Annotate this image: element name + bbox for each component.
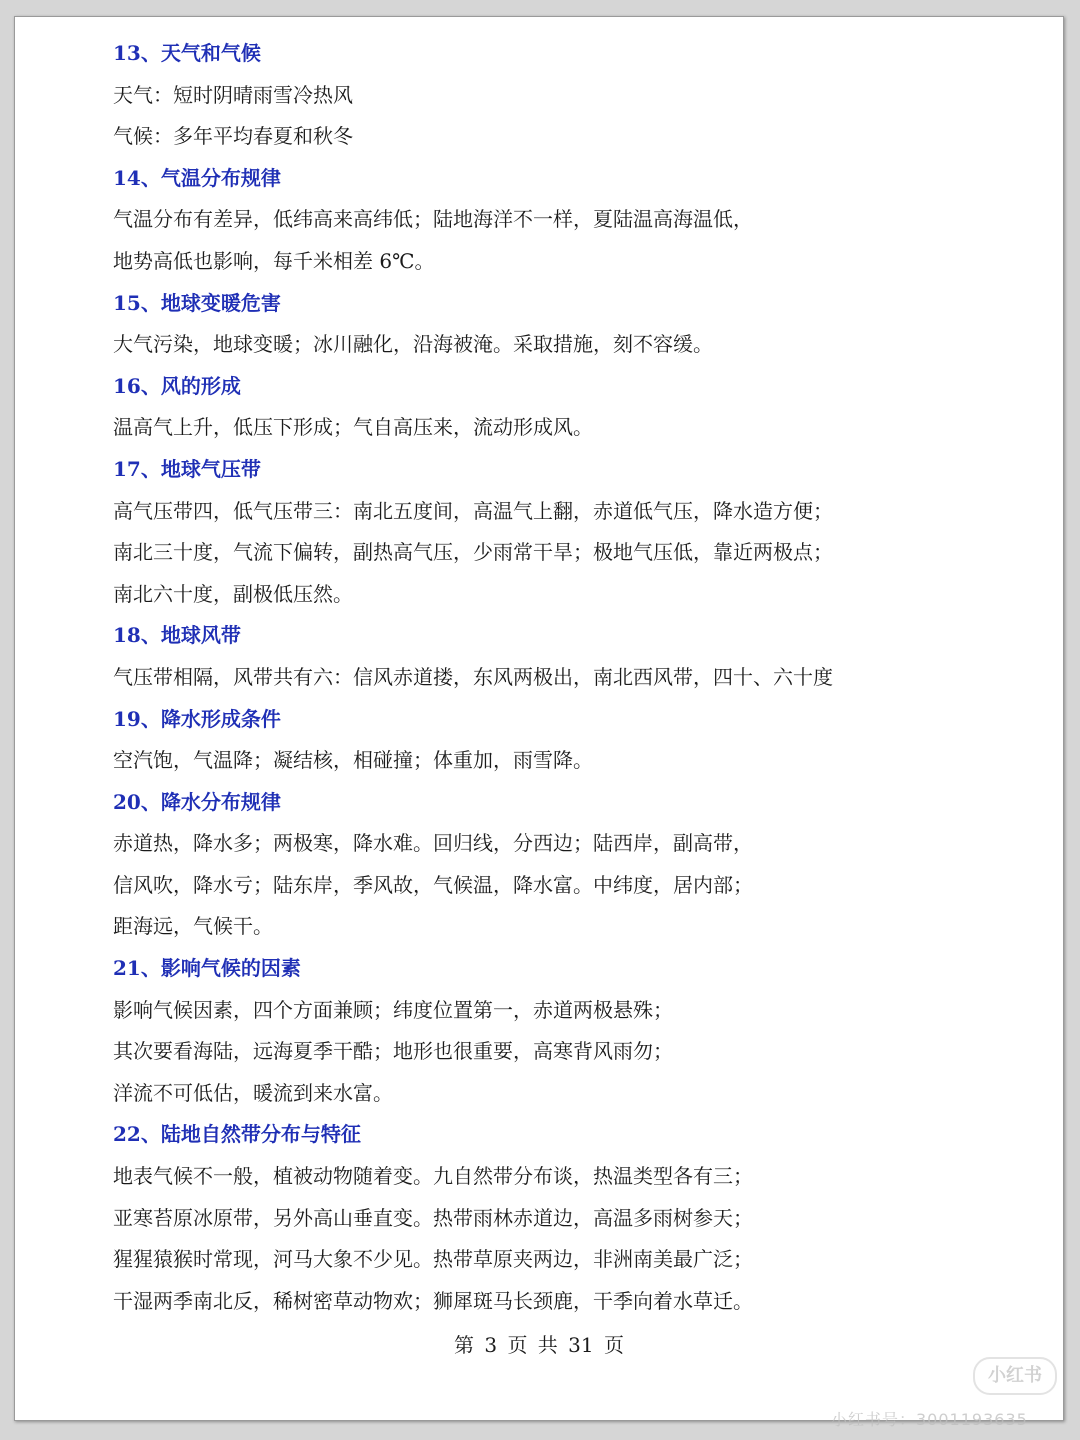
section-heading: 16、风的形成 (113, 373, 241, 398)
section-heading: 13、天气和气候 (113, 41, 261, 65)
section (113, 699, 1013, 782)
section-heading: 14、气温分布规律 (113, 165, 281, 190)
section (113, 948, 1013, 1114)
document-content (113, 33, 1013, 1322)
document-page (14, 16, 1064, 1429)
section-heading: 18、地球风带 (113, 623, 241, 648)
section (113, 158, 1013, 283)
watermark-text: 小红书号：3001193635 (831, 1410, 1028, 1429)
text-line: 南北三十度，气流下偏转，副热高气压，少雨常干旱；极地气压低，靠近两极点； (113, 540, 833, 565)
section (113, 449, 1013, 615)
text-line: 大气污染，地球变暖；冰川融化，沿海被淹。采取措施，刻不容缓。 (113, 332, 713, 357)
section (113, 615, 1013, 698)
text-line: 气温分布有差异，低纬高来高纬低；陆地海洋不一样，夏陆温高海温低， (113, 207, 753, 232)
section-heading: 19、降水形成条件 (113, 706, 281, 731)
text-line: 气压带相隔，风带共有六：信风赤道搂，东风两极出，南北西风带，四十、六十度 (113, 664, 833, 689)
text-line: 距海远，气候干。 (113, 914, 273, 939)
section (113, 782, 1013, 948)
text-line: 干湿两季南北反，稀树密草动物欢；狮犀斑马长颈鹿，干季向着水草迁。 (113, 1288, 753, 1313)
section-heading: 17、地球气压带 (113, 456, 261, 481)
text-line: 洋流不可低估，暖流到来水富。 (113, 1080, 393, 1105)
section-heading: 22、陆地自然带分布与特征 (113, 1122, 361, 1147)
text-line: 其次要看海陆，远海夏季干酷；地形也很重要，高寒背风雨勿； (113, 1039, 673, 1064)
section-heading: 20、降水分布规律 (113, 789, 281, 814)
section (113, 366, 1013, 449)
text-line: 南北六十度，副极低压然。 (113, 581, 353, 606)
text-line: 气候：多年平均春夏和秋冬 (113, 124, 353, 149)
text-line: 赤道热，降水多；两极寒，降水难。回归线，分西边；陆西岸，副高带， (113, 831, 753, 856)
text-line: 空汽饱，气温降；凝结核，相碰撞；体重加，雨雪降。 (113, 748, 593, 773)
text-line: 影响气候因素，四个方面兼顾；纬度位置第一，赤道两极悬殊； (113, 997, 673, 1022)
section (113, 283, 1013, 366)
section (113, 33, 1013, 158)
text-line: 信风吹，降水亏；陆东岸，季风故，气候温，降水富。中纬度，居内部； (113, 872, 753, 897)
text-line: 温高气上升，低压下形成；气自高压来，流动形成风。 (113, 415, 593, 440)
section-heading: 15、地球变暖危害 (113, 290, 281, 315)
text-line: 猩猩猿猴时常现，河马大象不少见。热带草原夹两边，非洲南美最广泛； (113, 1247, 753, 1272)
section-heading: 21、影响气候的因素 (113, 956, 301, 981)
watermark-logo: 小红书 (973, 1357, 1057, 1395)
page-number: 第 3 页 共 31 页 (454, 1333, 624, 1357)
text-line: 地势高低也影响，每千米相差 6℃。 (113, 248, 435, 273)
text-line: 天气：短时阴晴雨雪冷热风 (113, 82, 353, 107)
text-line: 地表气候不一般，植被动物随着变。九自然带分布谈，热温类型各有三； (113, 1164, 753, 1189)
section (113, 1114, 1013, 1322)
text-line: 高气压带四，低气压带三：南北五度间，高温气上翻，赤道低气压，降水造方便； (113, 498, 833, 523)
text-line: 亚寒苔原冰原带，另外高山垂直变。热带雨林赤道边，高温多雨树参天； (113, 1205, 753, 1230)
